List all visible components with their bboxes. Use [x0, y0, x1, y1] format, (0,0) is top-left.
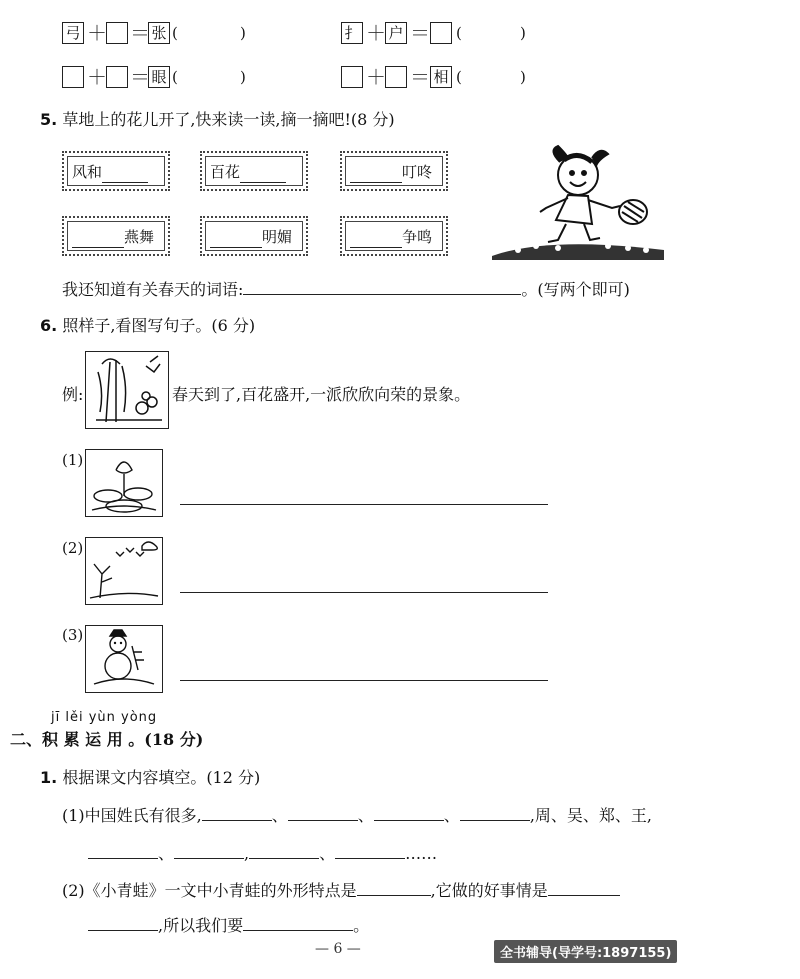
char-box[interactable] [385, 66, 407, 88]
separator: 、 [271, 806, 288, 825]
frog-line-1 [62, 879, 620, 902]
question-5-title [40, 109, 395, 131]
flower-card-4 [62, 216, 170, 256]
girl-picking-flowers-illustration [488, 140, 668, 262]
question-number: 5. [40, 110, 58, 129]
spring-words-blank[interactable] [243, 278, 521, 295]
paren-close: ) [240, 68, 246, 86]
guide-number-badge: 全书辅导(导学号:1897155) [494, 940, 677, 963]
char-box[interactable]: 扌 [341, 22, 363, 44]
separator: 、 [158, 844, 175, 863]
fill-blank[interactable] [249, 842, 319, 859]
paren-open: ( [172, 24, 178, 42]
flower-card-5 [200, 216, 308, 256]
char-box[interactable] [62, 66, 84, 88]
plus-sign: ＋ [366, 65, 386, 89]
lotus-pond-picture [85, 449, 163, 517]
fill-blank[interactable] [460, 804, 530, 821]
fill-blank[interactable] [240, 164, 286, 183]
spring-words-line [62, 278, 630, 301]
fill-blank[interactable] [88, 842, 158, 859]
fill-blank[interactable] [548, 879, 620, 896]
equals-sign: ＝ [410, 21, 430, 45]
frog-text-c: ,所以我们要 [158, 916, 244, 935]
section-2-pinyin: jī lěi yùn yòng [51, 710, 158, 725]
fill-blank[interactable] [72, 229, 124, 248]
fill-blank[interactable] [174, 842, 244, 859]
ellipsis: …… [405, 844, 438, 863]
frog-line-2 [88, 914, 369, 937]
paren-open: ( [172, 68, 178, 86]
item-1-label: (1) [62, 451, 84, 469]
answer-line-1[interactable] [180, 504, 548, 505]
equals-sign: ＝ [130, 65, 150, 89]
spring-words-suffix: 。(写两个即可) [521, 280, 630, 299]
flower-word: 明媚 [262, 228, 293, 246]
flower-word: 燕舞 [124, 228, 155, 246]
example-sentence: 春天到了,百花盛开,一派欣欣向荣的景象。 [172, 385, 471, 404]
example-label: 例: [62, 385, 84, 404]
question-number: 6. [40, 316, 58, 335]
char-box[interactable]: 眼 [148, 66, 170, 88]
char-box[interactable] [106, 66, 128, 88]
item-3-label: (3) [62, 626, 84, 644]
surnames-line-2 [88, 842, 437, 865]
snowman-picture [85, 625, 163, 693]
fill-blank[interactable] [288, 804, 358, 821]
char-box[interactable] [106, 22, 128, 44]
flower-card-2 [200, 151, 308, 191]
surnames-prefix: (1)中国姓氏有很多, [62, 806, 202, 825]
flower-word: 百花 [210, 163, 241, 181]
flower-card-3 [340, 151, 448, 191]
plus-sign: ＋ [366, 21, 386, 45]
fill-blank[interactable] [357, 879, 431, 896]
separator: 、 [357, 806, 374, 825]
separator: , [244, 844, 250, 863]
answer-line-3[interactable] [180, 680, 548, 681]
equals-sign: ＝ [410, 65, 430, 89]
flower-word: 争鸣 [402, 228, 433, 246]
page-number: — 6 — [315, 941, 361, 957]
answer-line-2[interactable] [180, 592, 548, 593]
separator: 、 [319, 844, 336, 863]
fill-blank[interactable] [88, 914, 158, 931]
frog-text-end: 。 [353, 916, 370, 935]
paren-close: ) [520, 24, 526, 42]
flower-word: 风和 [72, 163, 103, 181]
char-box[interactable]: 相 [430, 66, 452, 88]
paren-close: ) [520, 68, 526, 86]
flower-word: 叮咚 [402, 163, 433, 181]
question-text: 草地上的花儿开了,快来读一读,摘一摘吧!(8 分) [62, 110, 395, 129]
question-number: 1. [40, 768, 58, 787]
separator: 、 [443, 806, 460, 825]
char-box[interactable]: 弓 [62, 22, 84, 44]
question-text: 照样子,看图写句子。(6 分) [62, 316, 256, 335]
fill-blank[interactable] [202, 804, 272, 821]
example-picture [85, 351, 169, 429]
fill-blank[interactable] [243, 914, 353, 931]
question-text: 根据课文内容填空。(12 分) [62, 768, 261, 787]
section-2-question-1-title [40, 767, 260, 789]
section-2-title: 二、积 累 运 用 。(18 分) [10, 730, 204, 749]
flower-card-1 [62, 151, 170, 191]
paren-close: ) [240, 24, 246, 42]
char-box[interactable]: 张 [148, 22, 170, 44]
fill-blank[interactable] [350, 229, 402, 248]
equals-sign: ＝ [130, 21, 150, 45]
frog-text-a: (2)《小青蛙》一文中小青蛙的外形特点是 [62, 881, 357, 900]
fill-blank[interactable] [210, 229, 262, 248]
item-2-label: (2) [62, 539, 84, 557]
plus-sign: ＋ [87, 21, 107, 45]
fill-blank[interactable] [350, 164, 402, 183]
char-box[interactable]: 户 [385, 22, 407, 44]
question-6-title [40, 315, 255, 337]
fill-blank[interactable] [335, 842, 405, 859]
char-box[interactable] [341, 66, 363, 88]
frog-text-b: ,它做的好事情是 [430, 881, 548, 900]
fill-blank[interactable] [374, 804, 444, 821]
fill-blank[interactable] [102, 164, 148, 183]
paren-open: ( [456, 24, 462, 42]
char-box[interactable] [430, 22, 452, 44]
flower-card-6 [340, 216, 448, 256]
plus-sign: ＋ [87, 65, 107, 89]
spring-words-prefix: 我还知道有关春天的词语: [62, 280, 244, 299]
paren-open: ( [456, 68, 462, 86]
autumn-geese-picture [85, 537, 163, 605]
surnames-suffix: ,周、吴、郑、王, [529, 806, 652, 825]
surnames-line-1 [62, 804, 652, 827]
